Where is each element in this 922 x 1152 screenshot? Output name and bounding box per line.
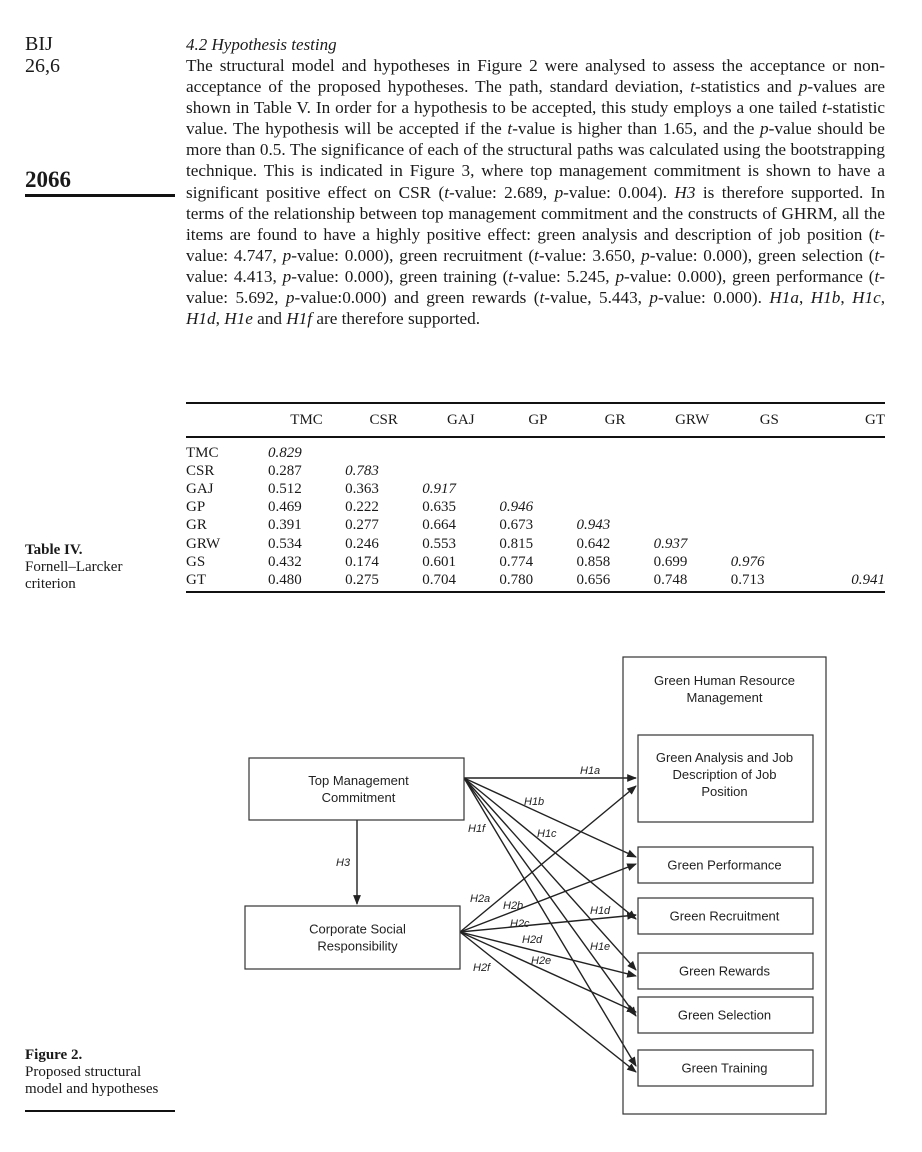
ghrm-title: Green Human Resource <box>654 673 795 688</box>
table-cell: 0.748 <box>653 571 688 588</box>
hypothesis-label: H2e <box>531 955 552 967</box>
hypothesis-label: H1d <box>590 905 611 917</box>
table-row-label: GRW <box>186 535 221 552</box>
table-row-label: GR <box>186 517 207 534</box>
tmc-label: Top Management <box>308 773 409 788</box>
table-caption-line: Fornell–Larcker <box>25 559 123 575</box>
table-cell: 0.222 <box>345 499 379 516</box>
ghrm-title: Management <box>686 690 763 705</box>
section-paragraph: The structural model and hypotheses in Figure 2 were analysed to assess the acceptance or non-acceptance of the proposed hypotheses. The path, standard deviation, t-statistics and p-values are shown in Table V. In order for a hypothesis to be accepted, this study employs a one tailed t-statistic value. The hypothesis will be accepted if the t-value is higher than 1.65, and the p-value should be more than 0.5. The significance of each of the structural paths was calculated using the bootstrapping technique. This is indicated in Figure 3, where top management commitment is shown to have a significant positive effect on CSR (t-value: 2.689, p-value: 0.004). H3 is therefore supported. In terms of the relationship between top management commitment and the constructs of GHRM, all the items are found to have a highly positive effect: green analysis and description of job position (t-value: 4.747, p-value: 0.000), green recruitment (t-value: 3.650, p-value: 0.000), green selection (t-value: 4.413, p-value: 0.000), green training (t-value: 5.245, p-value: 0.000), green performance (t-value: 5.692, p-value:0.000) and green rewards (t-value, 5.443, p-value: 0.000). H1a, H1b, H1c, H1d, H1e and H1f are therefore supported. <box>186 56 885 329</box>
table-cell: 0.943 <box>576 517 611 534</box>
journal-name: BIJ <box>25 33 53 55</box>
csr-box <box>245 906 460 969</box>
table-cell: 0.246 <box>345 535 379 552</box>
csr-label: Corporate Social <box>309 921 406 937</box>
ghrm-target-label: Position <box>701 784 748 799</box>
tmc-label: Commitment <box>321 790 396 805</box>
path-tmc-gt <box>464 778 636 1066</box>
hypothesis-label: H2c <box>510 918 530 930</box>
figure-caption-line: model and hypotheses <box>25 1081 159 1097</box>
table-cell: 0.858 <box>576 553 611 570</box>
page-number: 2066 <box>25 167 71 192</box>
hypothesis-label: H1c <box>537 828 557 840</box>
table-caption-label: Table IV. <box>25 542 83 558</box>
table-row-label: GAJ <box>186 480 214 497</box>
table-caption-line: criterion <box>25 576 76 592</box>
table-row-label: CSR <box>186 462 215 479</box>
ghrm-target-label: Green Selection <box>677 1007 772 1023</box>
hypothesis-label: H2b <box>503 900 524 912</box>
table-cell: 0.480 <box>268 571 302 588</box>
ghrm-target-label: Green Analysis and Job <box>655 750 794 765</box>
table-cell: 0.277 <box>345 517 379 534</box>
ghrm-target-label: Green Rewards <box>678 963 771 979</box>
table-column-header: GAJ <box>447 411 475 428</box>
table-cell: 0.780 <box>499 571 534 588</box>
figure-caption <box>25 1047 158 1098</box>
path-tmc-gp <box>464 778 636 857</box>
table-cell: 0.363 <box>345 480 379 497</box>
table-column-header: GRW <box>675 411 710 428</box>
table-cell: 0.664 <box>422 517 456 534</box>
table-column-header: TMC <box>290 411 323 428</box>
table-cell: 0.673 <box>499 517 534 534</box>
table-cell: 0.512 <box>268 480 302 497</box>
table-row-label: GP <box>186 499 206 516</box>
table-cell: 0.174 <box>345 553 379 570</box>
hypothesis-label: H1f <box>468 823 486 835</box>
table-cell: 0.635 <box>422 499 456 516</box>
table-cell: 0.815 <box>499 535 534 552</box>
hypothesis-label: H2f <box>473 962 491 974</box>
ghrm-target-label: Green Performance <box>667 857 782 873</box>
table-cell: 0.937 <box>653 535 688 552</box>
table-row-label: GS <box>186 553 206 570</box>
table-column-header: GT <box>865 411 885 428</box>
figure-caption-rule <box>25 1110 175 1112</box>
table-column-header: GP <box>528 411 548 428</box>
table-cell: 0.534 <box>268 535 302 552</box>
figure-caption-label: Figure 2. <box>25 1047 83 1063</box>
table-cell: 0.469 <box>268 499 302 516</box>
table-cell: 0.275 <box>345 571 379 588</box>
hypothesis-label: H3 <box>336 857 351 869</box>
table-cell: 0.656 <box>576 571 611 588</box>
journal-volume: 26,6 <box>25 55 60 77</box>
section-heading: 4.2 Hypothesis testing <box>186 35 337 54</box>
hypothesis-label: H1e <box>590 941 611 953</box>
table-cell: 0.946 <box>499 499 534 516</box>
table-row-label: GT <box>186 571 206 588</box>
ghrm-target-label: Green Recruitment <box>669 908 780 924</box>
hypothesis-label: H2a <box>470 893 491 905</box>
tmc-box <box>249 758 464 820</box>
table-column-header: GR <box>604 411 626 428</box>
hypothesis-label: H1b <box>524 796 545 808</box>
table-cell: 0.642 <box>576 535 611 552</box>
table-column-header: CSR <box>369 411 398 428</box>
table-cell: 0.601 <box>422 553 456 570</box>
ghrm-target-label: Green Training <box>681 1060 768 1076</box>
table-cell: 0.783 <box>345 462 379 479</box>
ghrm-container <box>623 657 826 1114</box>
hypothesis-label: H2d <box>522 934 543 946</box>
table-cell: 0.699 <box>653 553 688 570</box>
hypothesis-label: H1a <box>580 765 601 777</box>
csr-label: Responsibility <box>317 938 398 954</box>
table-row-label: TMC <box>186 444 219 461</box>
table-cell: 0.829 <box>268 444 302 461</box>
table-cell: 0.713 <box>730 571 765 588</box>
table-column-header: GS <box>759 411 779 428</box>
figure-caption-line: Proposed structural <box>25 1064 142 1080</box>
table-cell: 0.774 <box>499 553 534 570</box>
table-cell: 0.976 <box>730 553 765 570</box>
path-csr-gt <box>460 932 636 1072</box>
ghrm-target-label: Description of Job <box>672 767 777 782</box>
table-cell: 0.432 <box>268 553 302 570</box>
table-cell: 0.917 <box>422 480 456 497</box>
table-cell: 0.287 <box>268 462 302 479</box>
table-cell: 0.941 <box>851 571 885 588</box>
table-cell: 0.553 <box>422 535 456 552</box>
table-cell: 0.704 <box>422 571 456 588</box>
table-cell: 0.391 <box>268 517 302 534</box>
